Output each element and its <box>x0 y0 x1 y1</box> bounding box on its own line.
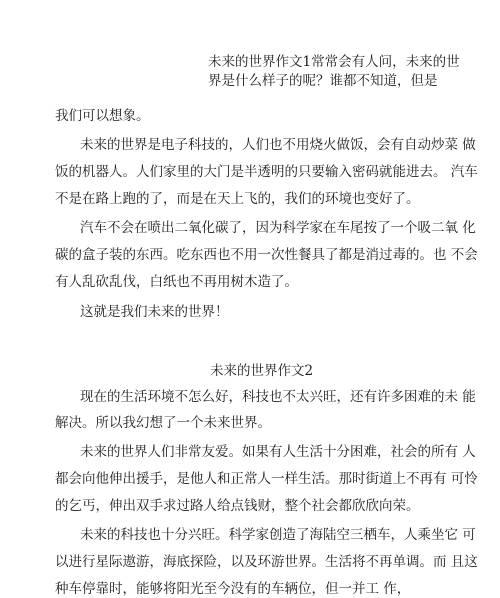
essay1-title-line1: 未来的世界作文1常常会有人问，未来的世 <box>208 54 460 70</box>
essay1-paragraph-line: 这就是我们未来的世界！ <box>80 304 229 320</box>
essay2-paragraph-line: 的乞丐，伸出双手求过路人给点钱财，整个社会都欣欣向荣。 <box>55 498 420 514</box>
essay2-paragraph-line: 解决。所以我幻想了一个未来世界。 <box>55 415 271 431</box>
essay2-paragraph-line: 都会向他伸出援手，是他人和正常人一样生活。那时街道上不再有 可怜 <box>55 471 478 487</box>
essay1-title-block <box>208 53 468 91</box>
essay1-paragraph-line: 我们可以想象。 <box>55 108 150 124</box>
essay2-paragraph-line: 以进行星际遨游，海底探险，以及环游世界。生活将不再单调。而 且这 <box>55 554 478 570</box>
essay2-title: 未来的世界作文2 <box>210 363 314 379</box>
essay1-paragraph-line: 汽车不会在喷出二氧化碳了，因为科学家在车尾按了一个吸二氧 化 <box>80 220 476 236</box>
essay2-paragraph-line: 未来的世界人们非常友爱。如果有人生活十分困难，社会的所有 人 <box>80 444 476 460</box>
essay1-title-line2: 界是什么样子的呢？谁都不知道，但是 <box>208 73 438 89</box>
essay1-paragraph-line: 饭的机器人。人们家里的大门是半透明的只要输入密码就能进去。 汽车 <box>55 164 478 180</box>
essay1-paragraph-line: 未来的世界是电子科技的，人们也不用烧火做饭，会有自动炒菜 做 <box>80 137 476 153</box>
essay1-paragraph-line: 不是在路上跑的了，而是在天上飞的，我们的环境也变好了。 <box>55 191 420 207</box>
essay1-paragraph-line: 有人乱砍乱伐，白纸也不再用树木造了。 <box>55 274 298 290</box>
essay2-paragraph-line: 现在的生活环境不怎么好，科技也不太兴旺，还有许多困难的未 能 <box>80 389 476 405</box>
essay1-paragraph-line: 碳的盒子装的东西。吃东西也不用一次性餐具了都是消过毒的。也 不会 <box>55 247 478 263</box>
essay2-paragraph-line: 未来的科技也十分兴旺。科学家创造了海陆空三栖车，人乘坐它 可 <box>80 527 476 543</box>
essay2-paragraph-line: 种车停靠时，能够将阳光至今没有的车辆位，但一并工 作， <box>55 581 411 597</box>
